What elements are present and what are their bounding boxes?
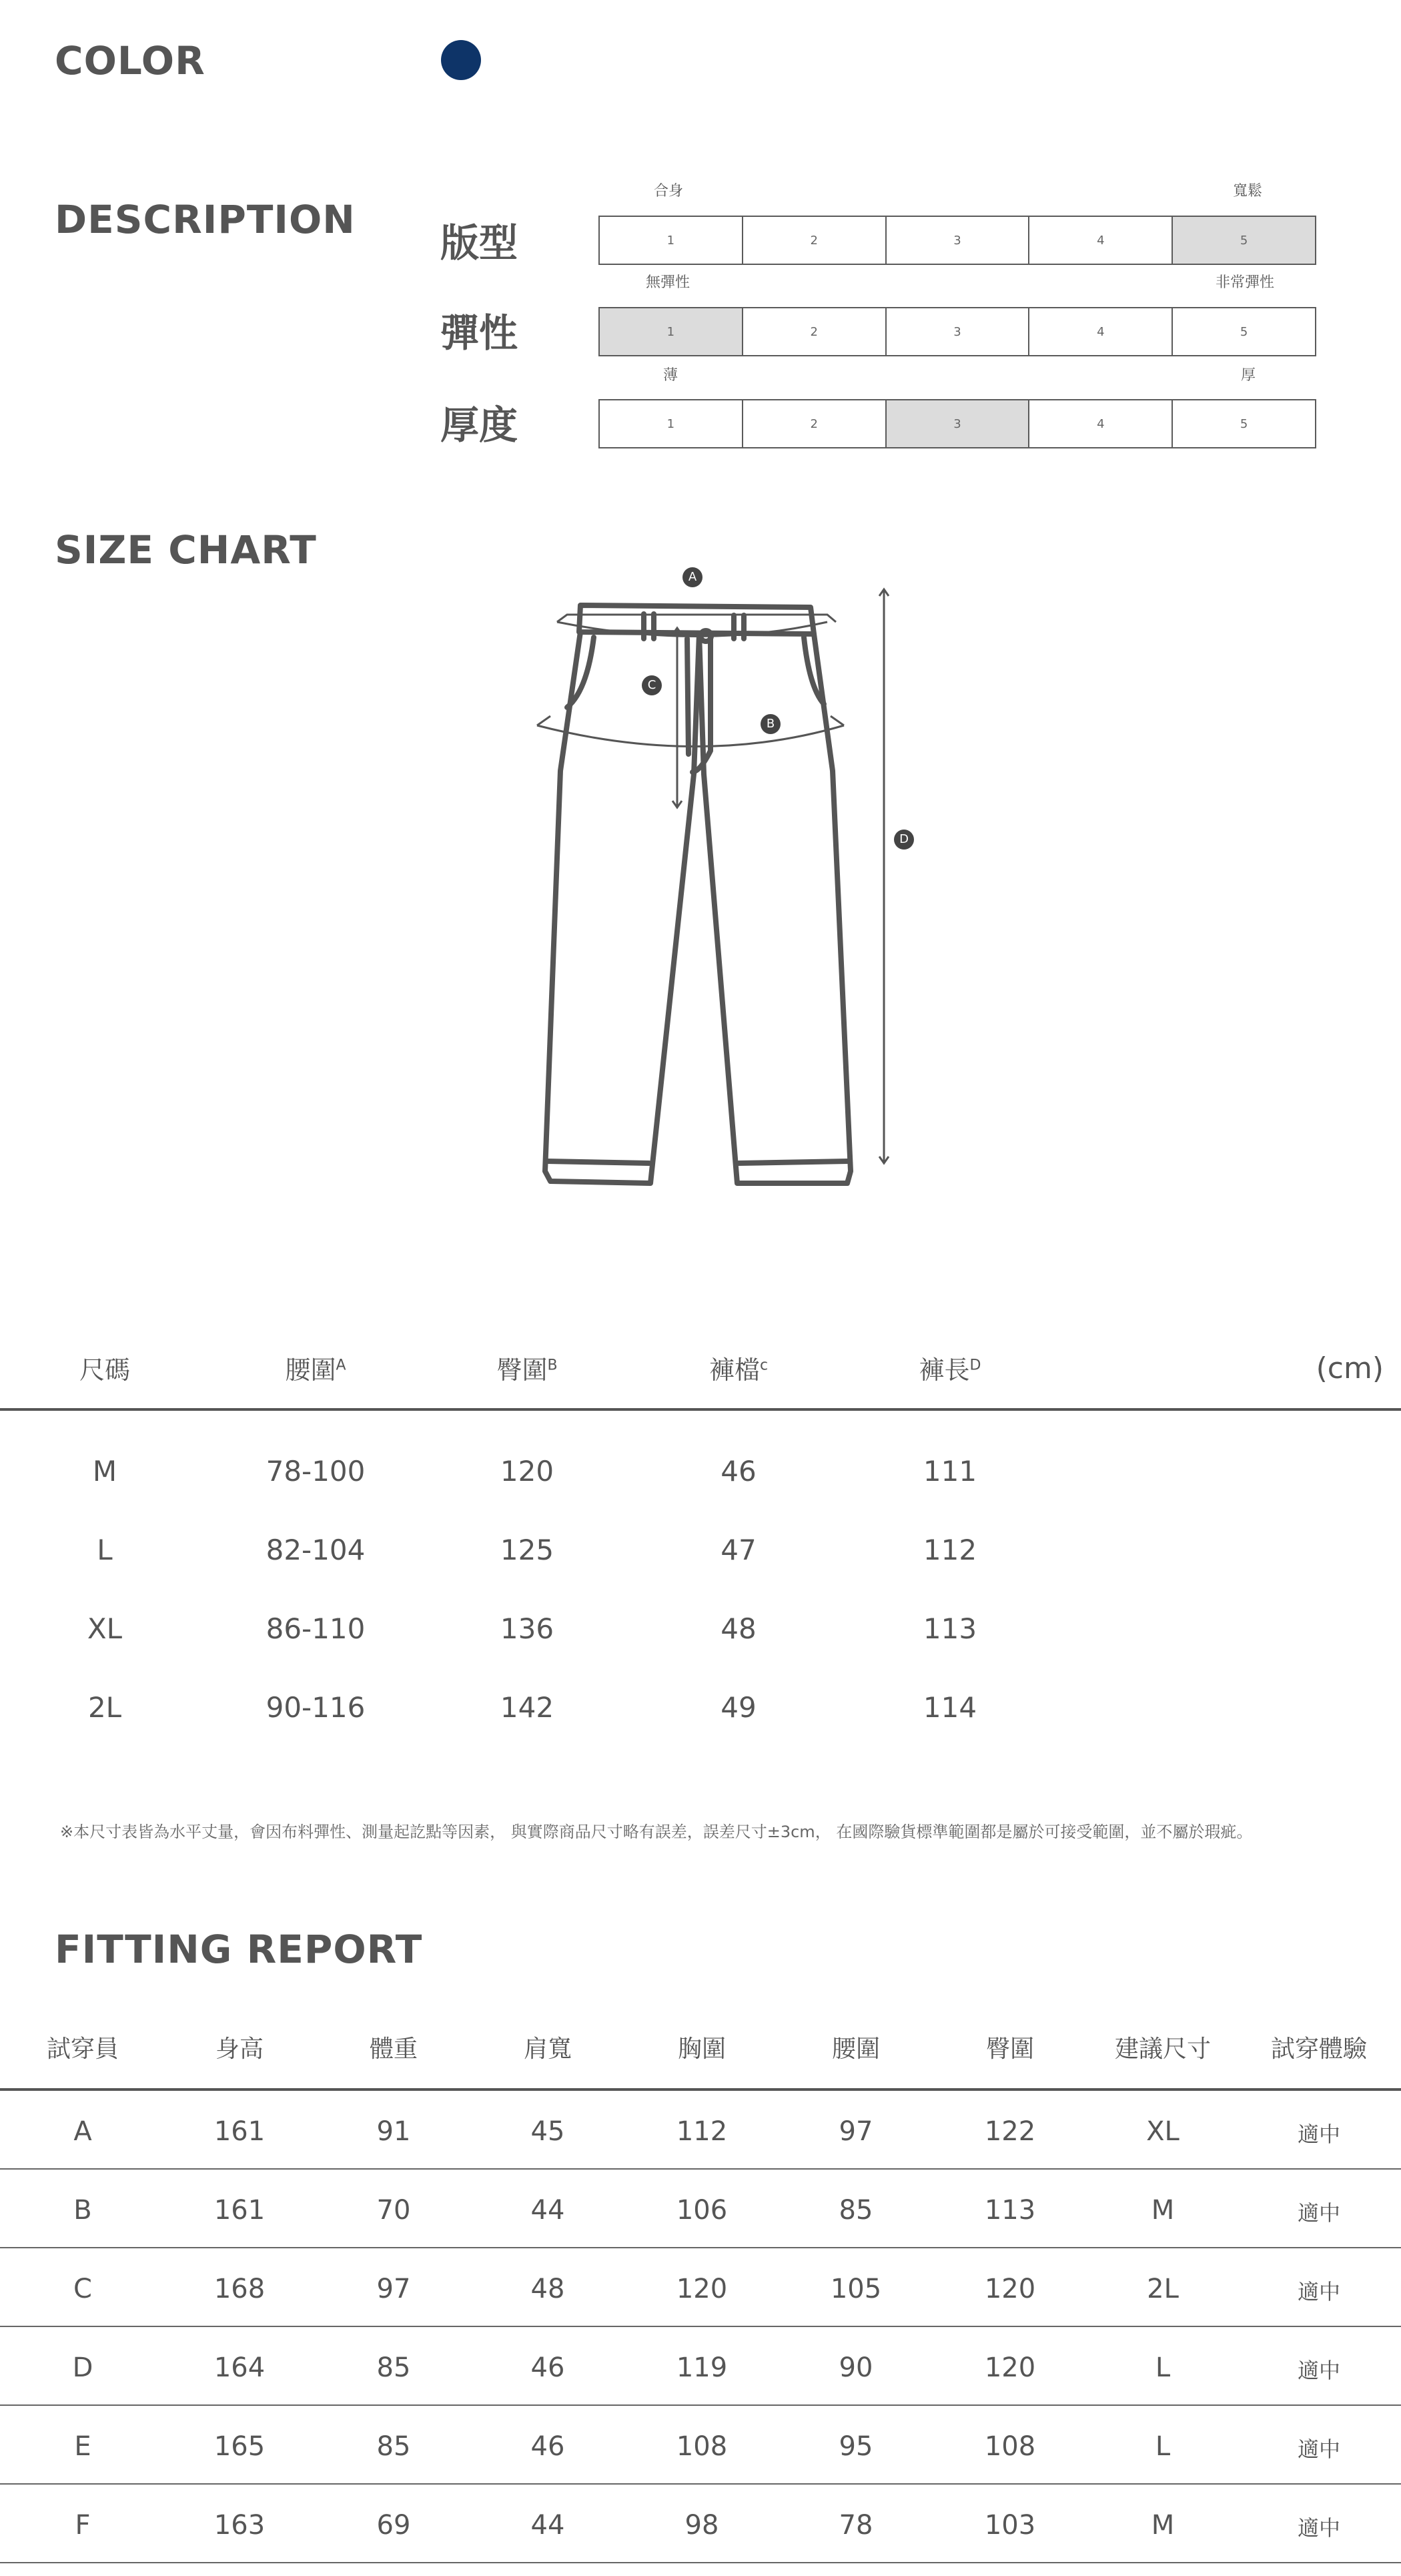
fit-col-chest: 胸圍: [677, 2035, 726, 2063]
fit-shoulder-cell: 46: [530, 2431, 565, 2462]
waist-cell: 78-100: [266, 1455, 366, 1488]
fitting-table-header: [0, 2019, 1401, 2091]
pants-outline-icon: [520, 571, 921, 1195]
fit-shoulder-cell: 45: [530, 2116, 565, 2147]
marker-b: B: [761, 714, 781, 734]
fit-tester-cell: E: [74, 2431, 91, 2462]
fit-shoulder-cell: 48: [530, 2274, 565, 2304]
waist-cell: 90-116: [266, 1691, 366, 1724]
fit-experience-cell: 適中: [1297, 2358, 1340, 2383]
fit-tester-cell: C: [73, 2274, 92, 2304]
size-table-header: [0, 1348, 1401, 1411]
fitting-report-title: FITTING REPORT: [55, 1927, 423, 1972]
size-col-hip: 臀圍$^B$: [496, 1355, 558, 1385]
fit-scale: [598, 216, 1316, 265]
fit-suggested-size-cell: L: [1155, 2431, 1171, 2462]
fit-weight-cell: 91: [376, 2116, 411, 2147]
rise-cell: 49: [721, 1691, 757, 1724]
color-swatch-navy[interactable]: [441, 40, 481, 80]
thickness-scale-high-label: 厚: [1241, 367, 1256, 384]
fit-waist-cell: 85: [839, 2195, 873, 2226]
fit-experience-cell: 適中: [1297, 2515, 1340, 2541]
thickness-scale-cell: 2: [743, 400, 887, 447]
fit-scale-cell: 4: [1029, 217, 1173, 264]
fit-col-suggested-size: 建議尺寸: [1114, 2035, 1211, 2063]
fit-col-weight: 體重: [369, 2035, 418, 2063]
fit-suggested-size-cell: 2L: [1147, 2274, 1179, 2304]
length-cell: 112: [923, 1534, 977, 1566]
fit-scale-cell: 3: [887, 217, 1030, 264]
length-cell: 111: [923, 1455, 977, 1488]
thickness-scale-low-label: 薄: [663, 367, 678, 384]
size-cell: 2L: [87, 1691, 122, 1724]
marker-c: C: [642, 675, 662, 695]
pants-measurement-diagram: [520, 571, 921, 1195]
elasticity-scale-high-label: 非常彈性: [1216, 274, 1275, 291]
fit-experience-cell: 適中: [1297, 2200, 1340, 2226]
fit-col-tester: 試穿員: [46, 2035, 119, 2063]
table-row: [0, 1508, 1401, 1587]
size-col-length: 褲長$^D$: [919, 1355, 981, 1385]
table-row: [0, 2247, 1401, 2327]
elasticity-scale-label: 彈性: [440, 310, 518, 356]
fit-experience-cell: 適中: [1297, 2279, 1340, 2304]
fit-height-cell: 164: [213, 2352, 266, 2383]
marker-d: D: [894, 830, 914, 850]
table-row: [0, 2089, 1401, 2170]
unit-label: (cm): [1316, 1351, 1384, 1385]
fit-height-cell: 161: [213, 2195, 266, 2226]
length-cell: 114: [923, 1691, 977, 1724]
hip-cell: 120: [500, 1455, 554, 1488]
fit-chest-cell: 108: [676, 2431, 728, 2462]
elasticity-scale-cell: 3: [887, 308, 1030, 355]
fit-scale-label: 版型: [440, 220, 518, 266]
size-cell: M: [92, 1455, 117, 1488]
elasticity-scale-cell: 4: [1029, 308, 1173, 355]
fit-shoulder-cell: 44: [530, 2510, 565, 2541]
fit-hip-cell: 120: [984, 2274, 1036, 2304]
size-col-waist: 腰圍$^A$: [285, 1355, 346, 1385]
marker-a: A: [682, 567, 703, 587]
fit-tester-cell: B: [73, 2195, 92, 2226]
table-row: [0, 2326, 1401, 2406]
fit-weight-cell: 70: [376, 2195, 411, 2226]
fit-experience-cell: 適中: [1297, 2437, 1340, 2462]
fit-chest-cell: 106: [676, 2195, 728, 2226]
fit-hip-cell: 108: [984, 2431, 1036, 2462]
rise-cell: 48: [721, 1612, 757, 1645]
fit-col-hip: 臀圍: [985, 2035, 1034, 2063]
fit-height-cell: 165: [213, 2431, 266, 2462]
hip-cell: 136: [500, 1612, 554, 1645]
fit-col-shoulder: 肩寬: [523, 2035, 572, 2063]
thickness-scale-cell: 4: [1029, 400, 1173, 447]
size-cell: L: [97, 1534, 113, 1566]
hip-cell: 142: [500, 1691, 554, 1724]
fit-waist-cell: 105: [830, 2274, 882, 2304]
length-cell: 113: [923, 1612, 977, 1645]
fit-weight-cell: 97: [376, 2274, 411, 2304]
fit-suggested-size-cell: M: [1151, 2510, 1175, 2541]
fit-suggested-size-cell: XL: [1146, 2116, 1180, 2147]
measurement-note: ※本尺寸表皆為水平丈量，會因布料彈性、測量起訖點等因素， 與實際商品尺寸略有誤差，誤差尺寸±3cm， 在國際驗貨標準範圍都是屬於可接受範圍，並不屬於瑕疵。: [60, 1823, 1253, 1841]
description-title: DESCRIPTION: [55, 197, 356, 242]
fit-waist-cell: 78: [839, 2510, 873, 2541]
fit-weight-cell: 85: [376, 2352, 411, 2383]
thickness-scale-cell: 1: [600, 400, 743, 447]
fit-height-cell: 168: [213, 2274, 266, 2304]
fit-chest-cell: 98: [684, 2510, 719, 2541]
fit-suggested-size-cell: L: [1155, 2352, 1171, 2383]
fit-weight-cell: 85: [376, 2431, 411, 2462]
fit-height-cell: 163: [213, 2510, 266, 2541]
table-row: [0, 2483, 1401, 2563]
fit-hip-cell: 103: [984, 2510, 1036, 2541]
hip-cell: 125: [500, 1534, 554, 1566]
fit-shoulder-cell: 44: [530, 2195, 565, 2226]
elasticity-scale: [598, 307, 1316, 356]
fit-scale-cell: 2: [743, 217, 887, 264]
table-row: [0, 2404, 1401, 2485]
fit-hip-cell: 113: [984, 2195, 1036, 2226]
size-col-size: 尺碼: [79, 1355, 130, 1385]
rise-cell: 47: [721, 1534, 757, 1566]
elasticity-scale-low-label: 無彈性: [646, 274, 690, 291]
size-chart-title: SIZE CHART: [55, 527, 317, 573]
fit-waist-cell: 90: [839, 2352, 873, 2383]
fit-scale-cell: 1: [600, 217, 743, 264]
fit-chest-cell: 119: [676, 2352, 728, 2383]
rise-cell: 46: [721, 1455, 757, 1488]
thickness-scale-cell: 3: [887, 400, 1030, 447]
fit-experience-cell: 適中: [1297, 2122, 1340, 2147]
color-title: COLOR: [55, 38, 205, 83]
fit-chest-cell: 120: [676, 2274, 728, 2304]
waist-cell: 82-104: [266, 1534, 366, 1566]
fit-waist-cell: 95: [839, 2431, 873, 2462]
thickness-scale-label: 厚度: [440, 402, 518, 448]
fit-hip-cell: 120: [984, 2352, 1036, 2383]
thickness-scale: [598, 399, 1316, 448]
elasticity-scale-cell: 5: [1240, 324, 1248, 339]
elasticity-scale-cell: 1: [600, 308, 743, 355]
fit-suggested-size-cell: M: [1151, 2195, 1175, 2226]
fit-scale-low-label: 合身: [654, 183, 684, 200]
table-row: [0, 1587, 1401, 1666]
fit-scale-high-label: 寬鬆: [1233, 183, 1263, 200]
fit-col-experience: 試穿體驗: [1270, 2035, 1367, 2063]
fit-tester-cell: F: [75, 2510, 91, 2541]
elasticity-scale-cell: 2: [743, 308, 887, 355]
fit-weight-cell: 69: [376, 2510, 411, 2541]
table-row: [0, 1666, 1401, 1744]
size-cell: XL: [87, 1612, 123, 1645]
fit-col-height: 身高: [215, 2035, 264, 2063]
table-row: [0, 2168, 1401, 2248]
waist-cell: 86-110: [266, 1612, 366, 1645]
fit-hip-cell: 122: [984, 2116, 1036, 2147]
fit-tester-cell: A: [73, 2116, 92, 2147]
fit-shoulder-cell: 46: [530, 2352, 565, 2383]
thickness-scale-cell: 5: [1240, 416, 1248, 431]
fit-tester-cell: D: [72, 2352, 93, 2383]
fit-chest-cell: 112: [676, 2116, 728, 2147]
size-col-rise: 褲檔$^c$: [709, 1355, 769, 1385]
fit-scale-cell: 5: [1173, 217, 1315, 264]
fit-waist-cell: 97: [839, 2116, 873, 2147]
fit-col-waist: 腰圍: [831, 2035, 880, 2063]
fit-height-cell: 161: [213, 2116, 266, 2147]
table-row: [0, 1429, 1401, 1508]
